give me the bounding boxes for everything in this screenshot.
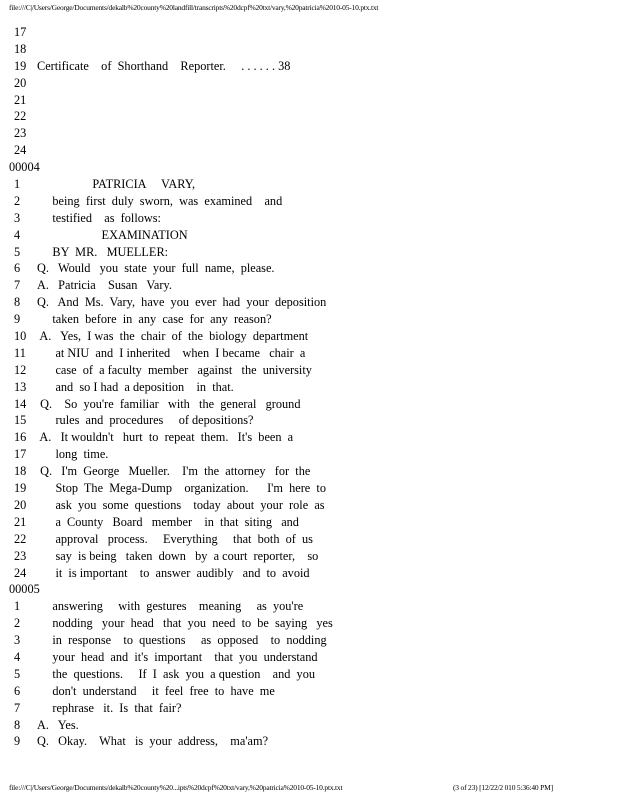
line-text: A. Yes. <box>37 717 79 732</box>
page-marker <box>0 581 618 598</box>
line-number: 19 <box>14 58 27 73</box>
line-text: don't understand it feel free to have me <box>37 683 275 698</box>
line-number: 13 <box>14 379 27 394</box>
line-number: 18 <box>14 41 27 56</box>
line-text: A. Yes, I was the chair of the biology department <box>37 329 309 344</box>
line-number: 15 <box>14 413 27 428</box>
line-number: 2 <box>14 616 21 631</box>
line-number: 7 <box>14 278 21 293</box>
line-number: 21 <box>14 92 27 107</box>
transcript-line <box>0 717 618 734</box>
transcript-line <box>0 108 618 125</box>
line-text: PATRICIA VARY, <box>37 177 196 192</box>
line-number: 8 <box>14 295 21 310</box>
line-text: at NIU and I inherited when I became chair a <box>37 345 306 360</box>
line-number: 22 <box>14 531 27 546</box>
line-number: 4 <box>14 227 21 242</box>
line-number: 18 <box>14 464 27 479</box>
line-number: 5 <box>14 666 21 681</box>
line-text: Q. Would you state your full name, please. <box>37 261 275 276</box>
transcript-body <box>0 24 618 750</box>
line-number: 14 <box>14 396 27 411</box>
line-text: in response to questions as opposed to nodding <box>37 633 327 648</box>
line-text: Q. Okay. What is your address, ma'am? <box>37 734 269 749</box>
line-text: being first duly sworn, was examined and <box>37 193 283 208</box>
transcript-line <box>0 277 618 294</box>
line-number: 2 <box>14 193 21 208</box>
line-text: it is important to answer audibly and to avoid <box>37 565 310 580</box>
line-number: 4 <box>14 649 21 664</box>
line-number: 5 <box>14 244 21 259</box>
line-number: 23 <box>14 548 27 563</box>
transcript-line <box>0 412 618 429</box>
line-number: 22 <box>14 109 27 124</box>
transcript-line <box>0 345 618 362</box>
line-text: Certificate of Shorthand Reporter. . . . . . . 38 <box>37 58 291 73</box>
transcript-line <box>0 176 618 193</box>
transcript-line <box>0 548 618 565</box>
line-number: 1 <box>14 599 21 614</box>
line-text: Q. And Ms. Vary, have you ever had your deposition <box>37 295 327 310</box>
page-info-footer: (3 of 23) [12/22/2 010 5:36:40 PM] <box>453 783 553 792</box>
line-number: 20 <box>14 497 27 512</box>
line-text: Stop The Mega-Dump organization. I'm here to <box>37 481 326 496</box>
line-text: taken before in any case for any reason? <box>37 312 272 327</box>
line-text: answering with gestures meaning as you're <box>37 599 304 614</box>
transcript-line <box>0 227 618 244</box>
transcript-line <box>0 41 618 58</box>
line-number: 9 <box>14 734 21 749</box>
line-number: 6 <box>14 261 21 276</box>
transcript-line <box>0 565 618 582</box>
transcript-line <box>0 244 618 261</box>
line-number: 16 <box>14 430 27 445</box>
line-text: a County Board member in that siting and <box>37 514 299 529</box>
transcript-line <box>0 362 618 379</box>
transcript-line <box>0 328 618 345</box>
line-text: BY MR. MUELLER: <box>37 244 169 259</box>
page-number: 00005 <box>9 582 40 597</box>
transcript-line <box>0 531 618 548</box>
line-text: Q. I'm George Mueller. I'm the attorney for the <box>37 464 311 479</box>
line-number: 17 <box>14 25 27 39</box>
transcript-line <box>0 142 618 159</box>
line-number: 6 <box>14 683 21 698</box>
transcript-line <box>0 598 618 615</box>
line-text: nodding your head that you need to be saying yes <box>37 616 333 631</box>
line-text: A. Patricia Susan Vary. <box>37 278 172 293</box>
line-number: 9 <box>14 312 21 327</box>
line-number: 7 <box>14 700 21 715</box>
page-number: 00004 <box>9 160 40 175</box>
transcript-line <box>0 480 618 497</box>
line-number: 11 <box>14 345 26 360</box>
line-text: the questions. If I ask you a question and you <box>37 666 316 681</box>
page-marker <box>0 159 618 176</box>
transcript-line <box>0 58 618 75</box>
transcript-line <box>0 311 618 328</box>
transcript-line <box>0 700 618 717</box>
transcript-line <box>0 514 618 531</box>
line-number: 8 <box>14 717 21 732</box>
transcript-line <box>0 649 618 666</box>
transcript-line <box>0 379 618 396</box>
line-text: ask you some questions today about your role as <box>37 497 325 512</box>
line-number: 3 <box>14 633 21 648</box>
transcript-line <box>0 125 618 142</box>
line-text: testified as follows: <box>37 210 161 225</box>
line-text: case of a faculty member against the university <box>37 362 312 377</box>
transcript-line <box>0 92 618 109</box>
line-number: 21 <box>14 514 27 529</box>
transcript-line <box>0 615 618 632</box>
line-text: rules and procedures of depositions? <box>37 413 254 428</box>
file-path-header: file:///C|/Users/George/Documents/dekalb%20county%20landfill/transcripts%20dcpf%20txt/vary,%20patricia%2010-05-10.ptx.txt <box>9 3 379 12</box>
line-number: 1 <box>14 177 21 192</box>
transcript-line <box>0 193 618 210</box>
transcript-line <box>0 463 618 480</box>
line-text: long time. <box>37 447 109 462</box>
transcript-line <box>0 24 618 41</box>
transcript-line <box>0 396 618 413</box>
line-text: A. It wouldn't hurt to repeat them. It's been a <box>37 430 294 445</box>
transcript-line <box>0 683 618 700</box>
line-number: 20 <box>14 75 27 90</box>
line-number: 3 <box>14 210 21 225</box>
line-number: 19 <box>14 481 27 496</box>
line-text: say is being taken down by a court reporter, so <box>37 548 319 563</box>
line-text: and so I had a deposition in that. <box>37 379 234 394</box>
line-number: 17 <box>14 447 27 462</box>
line-number: 12 <box>14 362 27 377</box>
line-text: your head and it's important that you understand <box>37 649 318 664</box>
transcript-line <box>0 429 618 446</box>
transcript-line <box>0 210 618 227</box>
line-number: 24 <box>14 143 27 158</box>
transcript-line <box>0 632 618 649</box>
transcript-line <box>0 446 618 463</box>
line-text: Q. So you're familiar with the general ground <box>37 396 301 411</box>
line-text: EXAMINATION <box>37 227 188 242</box>
line-text: rephrase it. Is that fair? <box>37 700 182 715</box>
transcript-line <box>0 497 618 514</box>
line-number: 23 <box>14 126 27 141</box>
line-number: 10 <box>14 329 27 344</box>
file-path-footer: file:///C|/Users/George/Documents/dekalb%20county%20...ipts%20dcpf%20txt/vary,%20patricia%2010-05-10.ptx.txt <box>9 783 343 792</box>
line-number: 24 <box>14 565 27 580</box>
transcript-line <box>0 666 618 683</box>
transcript-line <box>0 733 618 750</box>
transcript-line <box>0 294 618 311</box>
transcript-line <box>0 75 618 92</box>
transcript-line <box>0 260 618 277</box>
line-text: approval process. Everything that both of us <box>37 531 313 546</box>
